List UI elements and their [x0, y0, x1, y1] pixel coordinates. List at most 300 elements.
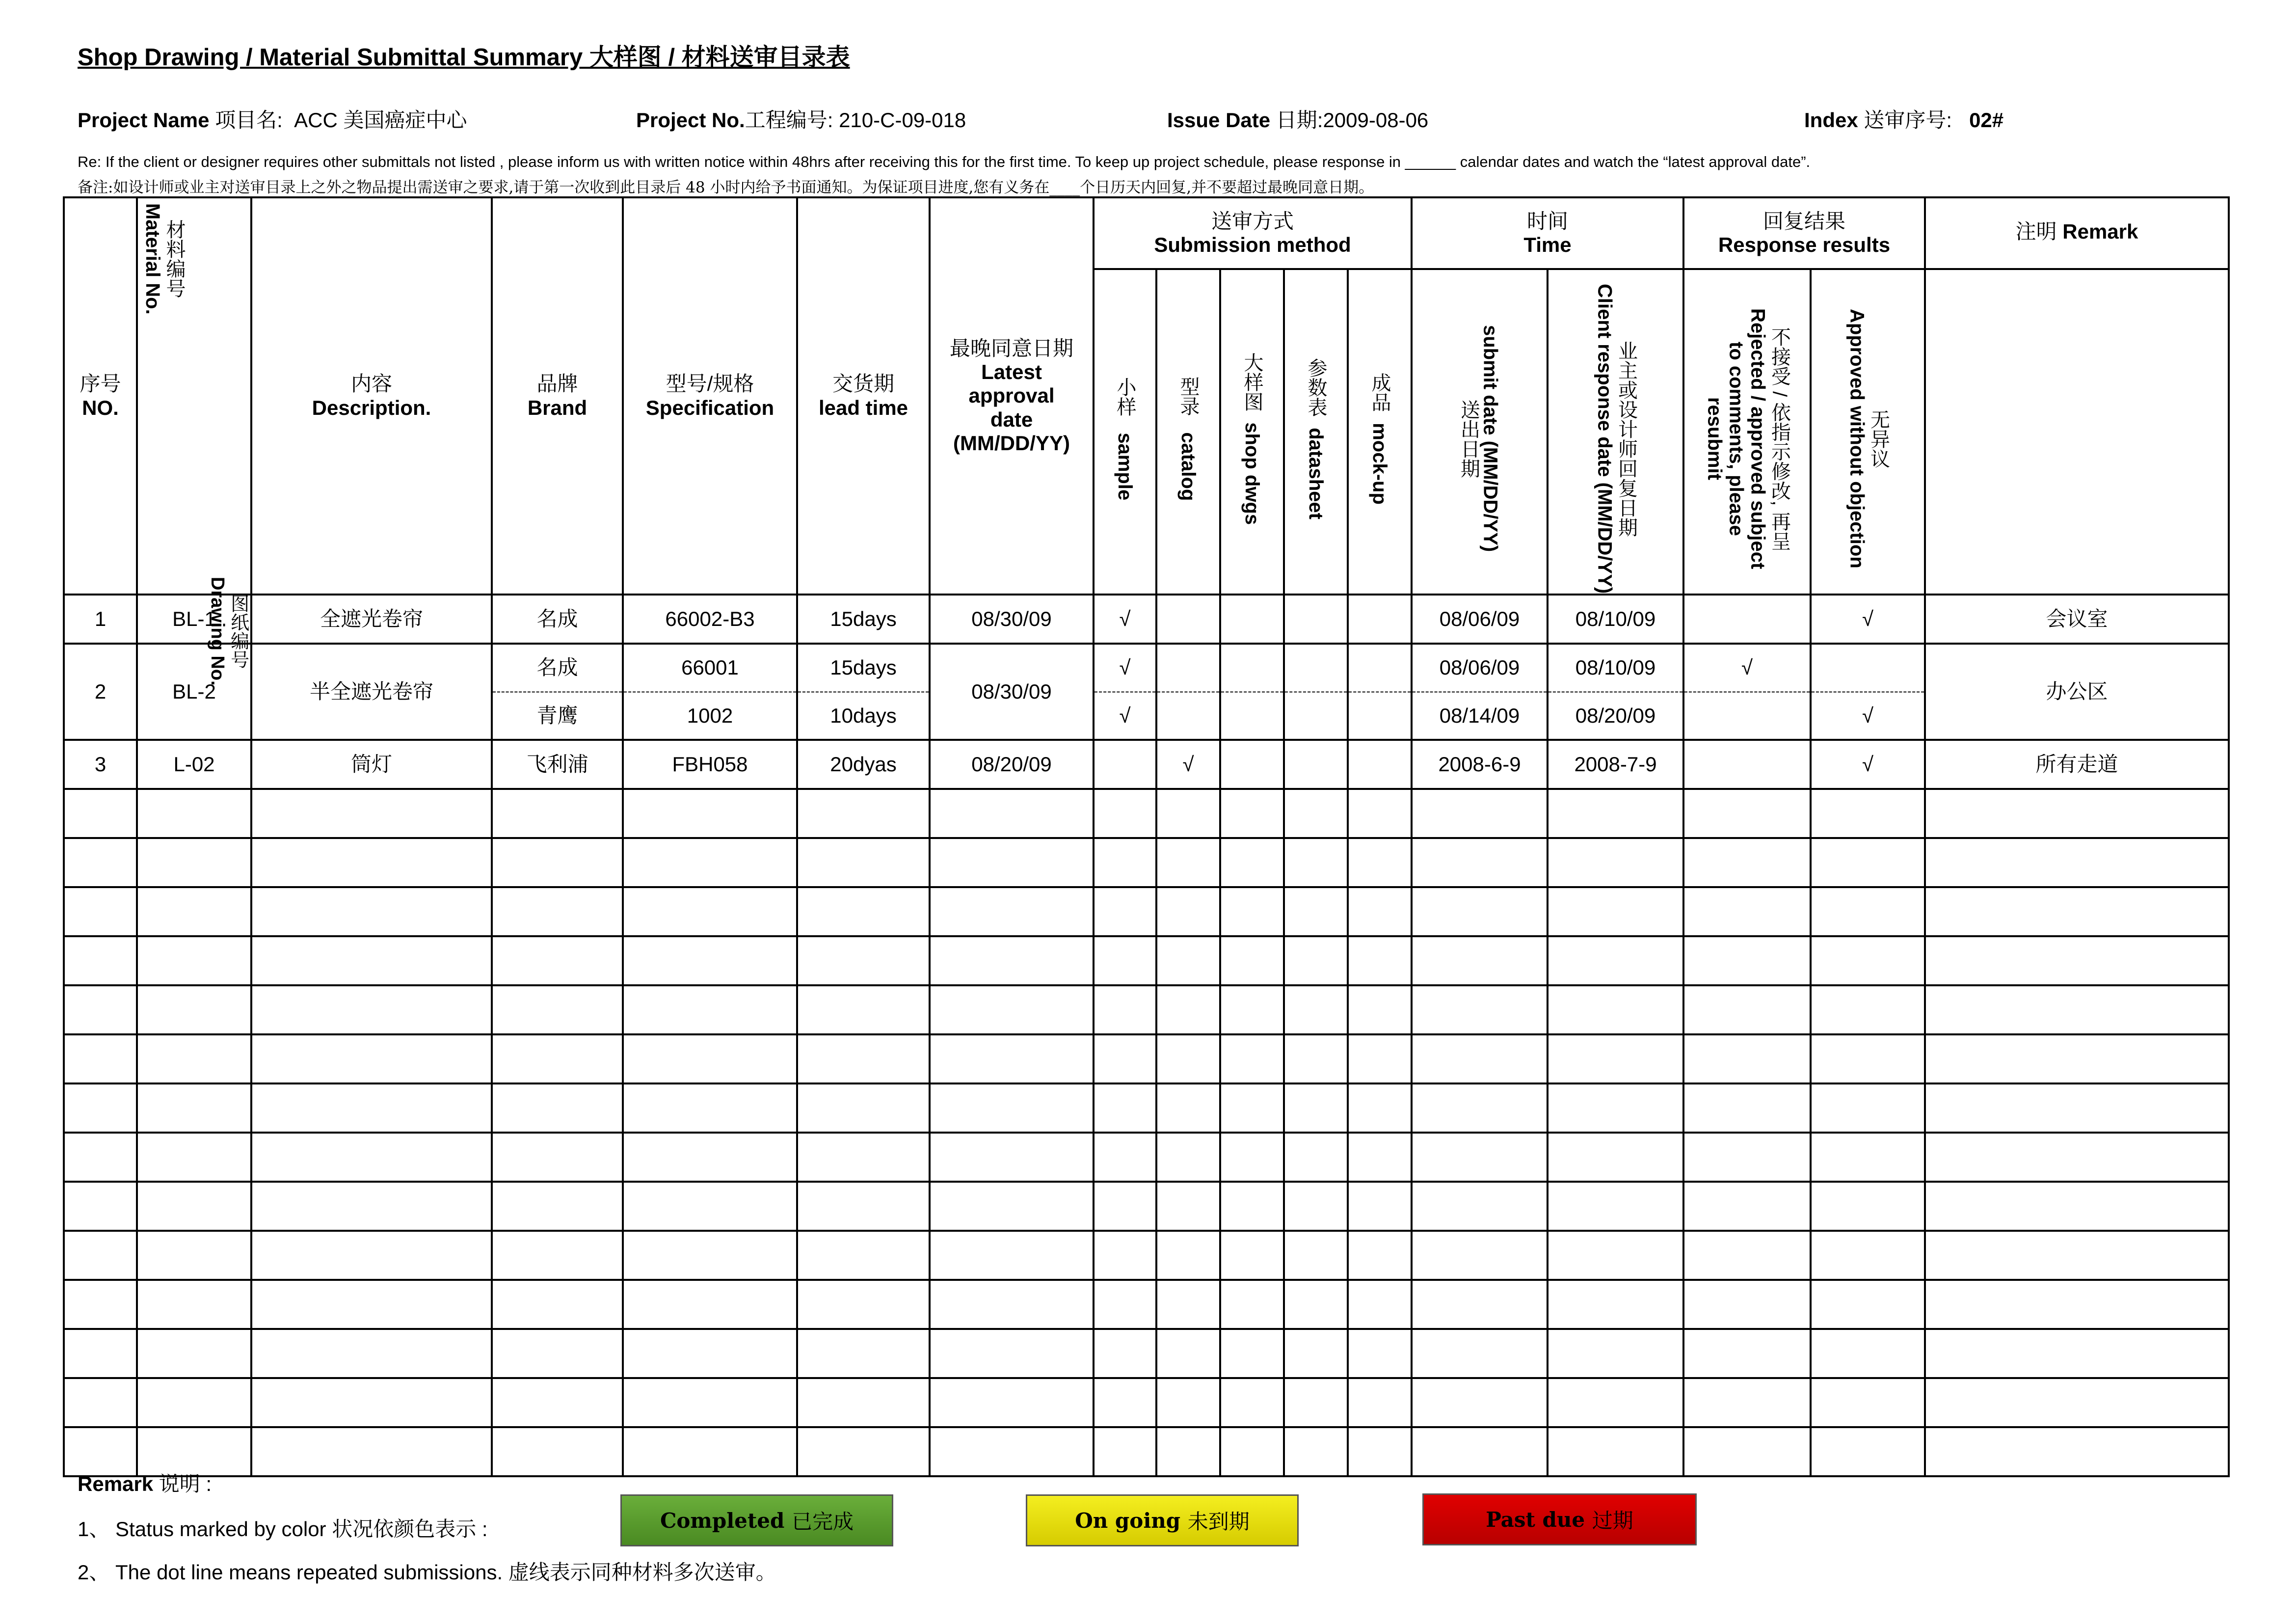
index-number: Index 送审序号: 02#: [1804, 108, 2004, 132]
empty-cell: [64, 887, 137, 936]
empty-row: [64, 1231, 2229, 1280]
empty-cell: [1811, 936, 1925, 985]
empty-row: [64, 985, 2229, 1034]
empty-cell: [1094, 1182, 1156, 1231]
empty-cell: [1094, 985, 1156, 1034]
empty-cell: [930, 1329, 1094, 1378]
empty-cell: [1348, 1034, 1412, 1083]
empty-cell: [1220, 1231, 1284, 1280]
empty-cell: [930, 789, 1094, 838]
empty-cell: [623, 1083, 797, 1133]
empty-cell: [137, 1378, 251, 1427]
cell-brand: 名成: [492, 644, 623, 692]
empty-cell: [1925, 1182, 2229, 1231]
empty-cell: [251, 1280, 492, 1329]
empty-cell: [1284, 1378, 1348, 1427]
empty-cell: [1811, 1231, 1925, 1280]
empty-cell: [1094, 1427, 1156, 1476]
empty-cell: [1348, 1378, 1412, 1427]
empty-cell: [492, 1329, 623, 1378]
empty-cell: [492, 1083, 623, 1133]
empty-cell: [1412, 1034, 1548, 1083]
header-latest-approval: 最晚同意日期 Latest approval date (MM/DD/YY): [930, 197, 1094, 595]
empty-cell: [1811, 1329, 1925, 1378]
empty-cell: [623, 936, 797, 985]
empty-cell: [1284, 1427, 1348, 1476]
empty-cell: [1094, 789, 1156, 838]
header-remark-blank: [1925, 269, 2229, 595]
empty-cell: [1925, 1034, 2229, 1083]
empty-cell: [137, 1329, 251, 1378]
empty-cell: [1412, 838, 1548, 887]
empty-cell: [64, 936, 137, 985]
empty-row: [64, 1378, 2229, 1427]
cell-client: 2008-7-9: [1548, 740, 1683, 789]
empty-cell: [251, 789, 492, 838]
empty-cell: [64, 1329, 137, 1378]
empty-cell: [1284, 1083, 1348, 1133]
empty-cell: [1925, 1231, 2229, 1280]
empty-row: [64, 1034, 2229, 1083]
empty-cell: [1683, 1182, 1811, 1231]
empty-cell: [1284, 789, 1348, 838]
empty-row: [64, 936, 2229, 985]
empty-cell: [1548, 789, 1683, 838]
empty-cell: [623, 1034, 797, 1083]
empty-cell: [492, 838, 623, 887]
empty-cell: [251, 1034, 492, 1083]
empty-cell: [492, 1280, 623, 1329]
empty-cell: [797, 1231, 930, 1280]
empty-cell: [797, 887, 930, 936]
cell-description: 全遮光卷帘: [251, 595, 492, 644]
empty-cell: [1348, 1427, 1412, 1476]
empty-cell: [930, 1034, 1094, 1083]
empty-cell: [1094, 936, 1156, 985]
header-remark: 注明 Remark: [1925, 197, 2229, 269]
cell-lead: 15days: [797, 644, 930, 692]
empty-cell: [1094, 887, 1156, 936]
empty-cell: [930, 1378, 1094, 1427]
empty-cell: [251, 985, 492, 1034]
empty-cell: [1811, 1182, 1925, 1231]
empty-cell: [1156, 1329, 1220, 1378]
cell-material: BL-2: [137, 644, 251, 740]
cell-description: 筒灯: [251, 740, 492, 789]
header-rejected: 不接受 / 依指示修改, 再呈 Rejected / approved subject to comments, please resubmit: [1683, 269, 1811, 595]
legend-completed: Completed 已完成: [620, 1494, 893, 1546]
empty-cell: [797, 985, 930, 1034]
empty-cell: [1348, 985, 1412, 1034]
empty-cell: [623, 1182, 797, 1231]
empty-cell: [64, 1378, 137, 1427]
empty-cell: [1412, 1083, 1548, 1133]
empty-cell: [1094, 838, 1156, 887]
empty-cell: [1156, 936, 1220, 985]
empty-cell: [1412, 887, 1548, 936]
cell-remark: 会议室: [1925, 595, 2229, 644]
empty-cell: [1412, 1133, 1548, 1182]
empty-cell: [492, 1231, 623, 1280]
empty-cell: [797, 1329, 930, 1378]
empty-cell: [623, 789, 797, 838]
header-submission-method: 送审方式 Submission method: [1094, 197, 1412, 269]
empty-cell: [1548, 1182, 1683, 1231]
empty-cell: [137, 789, 251, 838]
cell-rejected: √: [1683, 644, 1811, 692]
empty-cell: [797, 1378, 930, 1427]
empty-cell: [492, 1378, 623, 1427]
empty-row: [64, 1133, 2229, 1182]
empty-cell: [492, 789, 623, 838]
empty-cell: [492, 985, 623, 1034]
empty-cell: [137, 1280, 251, 1329]
cell-client: 08/10/09: [1548, 595, 1683, 644]
cell-spec: 66001: [623, 644, 797, 692]
cell-no: 2: [64, 644, 137, 740]
header-specification: 型号/规格 Specification: [623, 197, 797, 595]
empty-cell: [1683, 1034, 1811, 1083]
cell-rejected: [1683, 595, 1811, 644]
empty-cell: [1925, 1083, 2229, 1133]
empty-cell: [1412, 789, 1548, 838]
empty-cell: [1348, 936, 1412, 985]
empty-cell: [797, 1083, 930, 1133]
empty-cell: [1284, 1329, 1348, 1378]
empty-cell: [64, 1231, 137, 1280]
header-time: 时间 Time: [1412, 197, 1683, 269]
empty-cell: [1284, 1231, 1348, 1280]
cell-approved: [1811, 644, 1925, 692]
empty-cell: [1548, 838, 1683, 887]
empty-cell: [930, 1083, 1094, 1133]
empty-cell: [1548, 1034, 1683, 1083]
empty-cell: [1348, 1231, 1412, 1280]
cell-material: L-02: [137, 740, 251, 789]
empty-cell: [623, 1231, 797, 1280]
empty-cell: [1412, 1329, 1548, 1378]
cell-lead: 20dyas: [797, 740, 930, 789]
empty-cell: [1348, 838, 1412, 887]
empty-cell: [930, 1427, 1094, 1476]
empty-cell: [1548, 1280, 1683, 1329]
empty-cell: [492, 1427, 623, 1476]
empty-cell: [64, 789, 137, 838]
cell-submit: 2008-6-9: [1412, 740, 1548, 789]
empty-cell: [251, 887, 492, 936]
empty-cell: [623, 1329, 797, 1378]
empty-cell: [1548, 1378, 1683, 1427]
cell-spec: FBH058: [623, 740, 797, 789]
empty-cell: [623, 1427, 797, 1476]
empty-cell: [1348, 1182, 1412, 1231]
empty-cell: [797, 1034, 930, 1083]
empty-cell: [1220, 1034, 1284, 1083]
empty-cell: [251, 1378, 492, 1427]
empty-cell: [1683, 985, 1811, 1034]
empty-cell: [64, 1182, 137, 1231]
cell-no: 1: [64, 595, 137, 644]
cell-lead: 15days: [797, 595, 930, 644]
cell-submit: 08/06/09: [1412, 644, 1548, 692]
empty-cell: [930, 1182, 1094, 1231]
header-material-no: 材料编号 Material No.: [137, 197, 251, 595]
empty-cell: [623, 1133, 797, 1182]
empty-cell: [1156, 838, 1220, 887]
empty-cell: [1220, 1329, 1284, 1378]
header-shop-dwgs: 大样图 shop dwgs: [1220, 269, 1284, 595]
cell-rejected: [1683, 692, 1811, 740]
table-row: [64, 740, 2229, 789]
empty-row: [64, 1182, 2229, 1231]
empty-cell: [1811, 1133, 1925, 1182]
empty-cell: [64, 1034, 137, 1083]
empty-cell: [1156, 985, 1220, 1034]
empty-cell: [1094, 1034, 1156, 1083]
empty-cell: [797, 936, 930, 985]
header-row-1: [64, 197, 2229, 269]
empty-cell: [251, 1083, 492, 1133]
empty-cell: [1156, 1083, 1220, 1133]
cell-sample: √: [1094, 595, 1156, 644]
empty-cell: [1925, 1427, 2229, 1476]
empty-cell: [492, 1133, 623, 1182]
empty-rows: [64, 789, 2229, 1476]
empty-cell: [1811, 887, 1925, 936]
empty-cell: [1094, 1280, 1156, 1329]
empty-cell: [64, 1280, 137, 1329]
empty-cell: [251, 1427, 492, 1476]
empty-cell: [1683, 838, 1811, 887]
empty-cell: [1348, 1280, 1412, 1329]
empty-cell: [64, 1133, 137, 1182]
empty-cell: [930, 838, 1094, 887]
cell-brand: 名成: [492, 595, 623, 644]
cell-description: 半全遮光卷帘: [251, 644, 492, 740]
empty-cell: [1094, 1231, 1156, 1280]
empty-cell: [1811, 838, 1925, 887]
table-row: [64, 595, 2229, 644]
empty-cell: [1284, 1280, 1348, 1329]
header-catalog: 型录 catalog: [1156, 269, 1220, 595]
empty-row: [64, 789, 2229, 838]
empty-cell: [64, 838, 137, 887]
empty-cell: [1548, 1083, 1683, 1133]
header-no: 序号 NO.: [64, 197, 137, 595]
empty-cell: [1284, 1133, 1348, 1182]
empty-cell: [1548, 1427, 1683, 1476]
empty-cell: [797, 838, 930, 887]
empty-cell: [930, 1231, 1094, 1280]
empty-cell: [1412, 1182, 1548, 1231]
cell-sample: [1094, 740, 1156, 789]
submittal-table: [63, 196, 2230, 1477]
note-english: Re: If the client or designer requires other submittals not listed , please inform us with written notice within 48hrs after receiving this for the first time. To keep up project schedule, please response in ______ calendar dates and watch the “latest approval date”.: [78, 153, 1811, 170]
empty-cell: [1156, 1133, 1220, 1182]
issue-date: Issue Date 日期:2009-08-06: [1167, 108, 1429, 132]
empty-cell: [623, 838, 797, 887]
empty-cell: [1220, 1427, 1284, 1476]
remark-title: Remark 说明 :: [78, 1472, 212, 1495]
empty-cell: [1094, 1083, 1156, 1133]
table-row: [64, 644, 2229, 692]
empty-cell: [1094, 1329, 1156, 1378]
empty-cell: [1284, 1182, 1348, 1231]
header-datasheet: 参数表 datasheet: [1284, 269, 1348, 595]
empty-cell: [1548, 1329, 1683, 1378]
empty-cell: [1683, 1133, 1811, 1182]
empty-cell: [137, 838, 251, 887]
empty-cell: [1412, 985, 1548, 1034]
empty-cell: [797, 1280, 930, 1329]
empty-cell: [1284, 887, 1348, 936]
empty-cell: [1348, 789, 1412, 838]
empty-cell: [1156, 789, 1220, 838]
cell-latest: 08/30/09: [930, 644, 1094, 740]
empty-cell: [1284, 985, 1348, 1034]
empty-cell: [64, 985, 137, 1034]
empty-cell: [1811, 1378, 1925, 1427]
empty-cell: [623, 887, 797, 936]
empty-cell: [797, 789, 930, 838]
empty-cell: [930, 1133, 1094, 1182]
empty-cell: [1548, 887, 1683, 936]
empty-cell: [930, 887, 1094, 936]
empty-cell: [251, 838, 492, 887]
empty-cell: [1412, 1231, 1548, 1280]
cell-sample: √: [1094, 644, 1156, 692]
empty-cell: [1348, 1329, 1412, 1378]
empty-cell: [1683, 1231, 1811, 1280]
empty-cell: [623, 1378, 797, 1427]
empty-cell: [1548, 936, 1683, 985]
empty-cell: [1094, 1133, 1156, 1182]
header-response-results: 回复结果 Response results: [1683, 197, 1925, 269]
empty-cell: [137, 1133, 251, 1182]
remark-line-1: 1、 Status marked by color 状况依颜色表示 :: [78, 1517, 488, 1541]
empty-cell: [1683, 1427, 1811, 1476]
empty-cell: [1412, 1427, 1548, 1476]
cell-brand: 青鹰: [492, 692, 623, 740]
empty-cell: [251, 1133, 492, 1182]
empty-cell: [1094, 1378, 1156, 1427]
empty-cell: [797, 1133, 930, 1182]
cell-remark: 办公区: [1925, 644, 2229, 740]
header-drawing-no: 图纸编号 Drawing No.: [207, 577, 248, 686]
empty-cell: [930, 936, 1094, 985]
empty-cell: [492, 1182, 623, 1231]
header-submit-date: submit date (MM/DD/YY) 送出日期: [1412, 269, 1548, 595]
empty-row: [64, 1329, 2229, 1378]
empty-cell: [492, 887, 623, 936]
legend-past-due: Past due 过期: [1422, 1493, 1697, 1545]
cell-spec: 66002-B3: [623, 595, 797, 644]
cell-submit: 08/14/09: [1412, 692, 1548, 740]
empty-cell: [1925, 1133, 2229, 1182]
empty-cell: [1925, 985, 2229, 1034]
empty-cell: [1220, 985, 1284, 1034]
note-chinese: 备注:如设计师或业主对送审目录上之外之物品提出需送审之要求,请于第一次收到此目录后 48 小时内给予书面通知。为保证项目进度,您有义务在____个日历天内回复,并不要超过最晚同意日期。: [78, 179, 1374, 196]
empty-cell: [251, 936, 492, 985]
header-sample: 小样 sample: [1094, 269, 1156, 595]
empty-cell: [1220, 789, 1284, 838]
empty-cell: [1683, 936, 1811, 985]
empty-cell: [251, 1329, 492, 1378]
empty-cell: [1811, 1280, 1925, 1329]
cell-submit: 08/06/09: [1412, 595, 1548, 644]
empty-cell: [930, 1280, 1094, 1329]
empty-cell: [137, 887, 251, 936]
empty-cell: [1284, 1034, 1348, 1083]
empty-cell: [1548, 1231, 1683, 1280]
header-client-response-date: 业主或设计师回复日期 Client response date (MM/DD/YY): [1548, 269, 1683, 595]
empty-cell: [1348, 1133, 1412, 1182]
empty-cell: [1156, 1280, 1220, 1329]
empty-cell: [1156, 1378, 1220, 1427]
empty-cell: [137, 1231, 251, 1280]
empty-cell: [1811, 789, 1925, 838]
cell-client: 08/10/09: [1548, 644, 1683, 692]
empty-row: [64, 887, 2229, 936]
empty-cell: [1925, 1280, 2229, 1329]
empty-cell: [492, 1034, 623, 1083]
empty-cell: [1412, 1280, 1548, 1329]
empty-cell: [1156, 1427, 1220, 1476]
empty-cell: [137, 985, 251, 1034]
cell-lead: 10days: [797, 692, 930, 740]
empty-cell: [1925, 887, 2229, 936]
empty-cell: [1220, 936, 1284, 985]
empty-cell: [1220, 887, 1284, 936]
cell-approved: √: [1811, 740, 1925, 789]
empty-cell: [1348, 887, 1412, 936]
empty-cell: [1683, 1280, 1811, 1329]
remark-line-2: 2、 The dot line means repeated submissions. 虚线表示同种材料多次送审。: [78, 1561, 776, 1584]
empty-cell: [797, 1427, 930, 1476]
empty-cell: [137, 1083, 251, 1133]
empty-cell: [1925, 789, 2229, 838]
empty-cell: [1811, 1427, 1925, 1476]
empty-cell: [64, 1083, 137, 1133]
empty-cell: [251, 1182, 492, 1231]
empty-cell: [1412, 936, 1548, 985]
cell-client: 08/20/09: [1548, 692, 1683, 740]
empty-row: [64, 1427, 2229, 1476]
header-mock-up: 成品 mock-up: [1348, 269, 1412, 595]
cell-rejected: [1683, 740, 1811, 789]
empty-cell: [1811, 985, 1925, 1034]
empty-cell: [1548, 985, 1683, 1034]
empty-cell: [1925, 936, 2229, 985]
empty-cell: [1925, 1329, 2229, 1378]
empty-cell: [1412, 1378, 1548, 1427]
cell-no: 3: [64, 740, 137, 789]
empty-cell: [623, 985, 797, 1034]
empty-cell: [1220, 1280, 1284, 1329]
page-title: Shop Drawing / Material Submittal Summary 大样图 / 材料送审目录表: [78, 44, 850, 71]
empty-cell: [1220, 1133, 1284, 1182]
header-description: 内容 Description.: [251, 197, 492, 595]
empty-row: [64, 1280, 2229, 1329]
empty-cell: [1220, 838, 1284, 887]
empty-cell: [1811, 1083, 1925, 1133]
empty-cell: [1156, 887, 1220, 936]
cell-brand: 飞利浦: [492, 740, 623, 789]
cell-latest: 08/30/09: [930, 595, 1094, 644]
header-approved: 无异议 Approved without objection: [1811, 269, 1925, 595]
empty-cell: [1284, 936, 1348, 985]
cell-catalog: √: [1156, 740, 1220, 789]
